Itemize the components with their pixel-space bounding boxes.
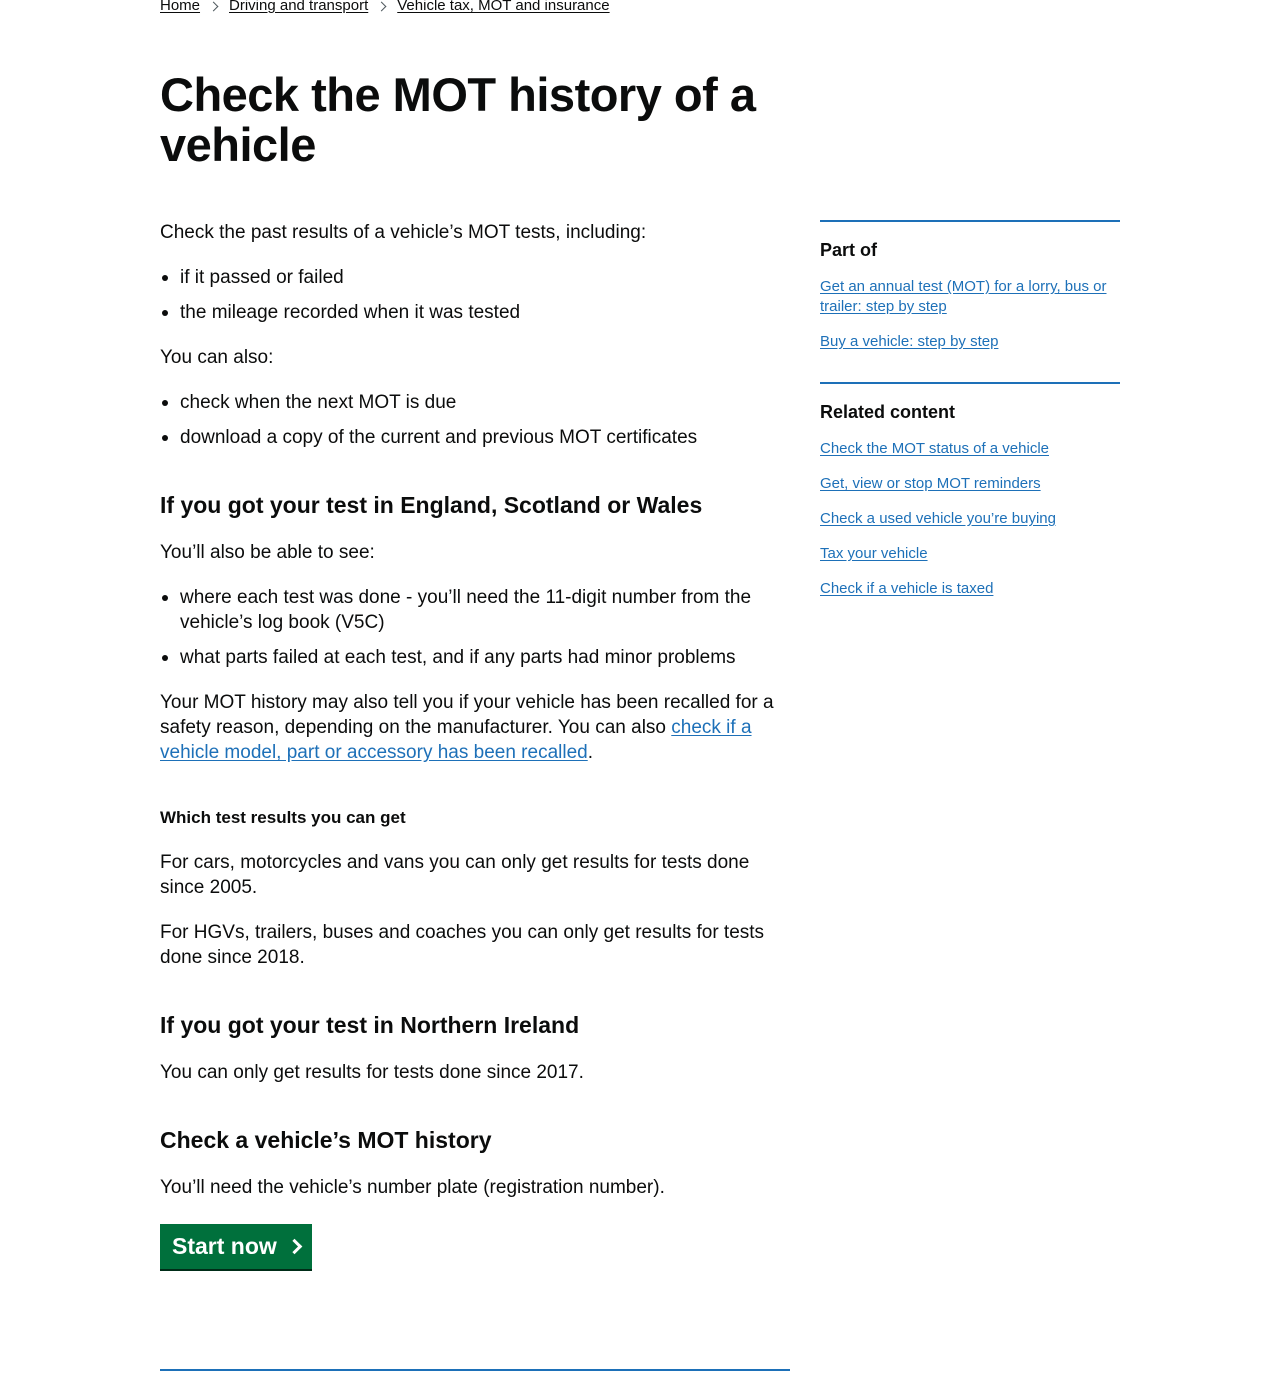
main-content (160, 220, 790, 1269)
start-now-button[interactable] (160, 1224, 312, 1269)
breadcrumb-driving-and-transport[interactable]: Driving and transport (229, 0, 369, 14)
list-item: download a copy of the current and previous MOT certificates (160, 425, 790, 450)
related-content-list (820, 439, 1120, 599)
part-of-heading: Part of (820, 240, 878, 260)
list-item: what parts failed at each test, and if any parts had minor problems (160, 645, 790, 670)
breadcrumb-vehicle-tax-mot-insurance[interactable]: Vehicle tax, MOT and insurance (397, 0, 610, 14)
chevron-right-icon (377, 1, 387, 11)
related-link-vehicle-taxed[interactable]: Check if a vehicle is taxed (820, 580, 994, 597)
list-item: check when the next MOT is due (160, 390, 790, 415)
results-cars: For cars, motorcycles and vans you can only get results for tests done since 2005. (160, 852, 750, 898)
intro-list (160, 265, 790, 325)
check-heading: Check a vehicle’s MOT history (160, 1127, 492, 1153)
chevron-right-icon (287, 1239, 303, 1255)
start-now-label: Start now (172, 1233, 277, 1259)
recall-link[interactable]: check if a vehicle model, part or accessory has been recalled (160, 717, 752, 763)
recall-text: Your MOT history may also tell you if your vehicle has been recalled for a safety reason, depending on the manufacturer. You can also (160, 692, 774, 738)
related-link-used-vehicle[interactable]: Check a used vehicle you’re buying (820, 510, 1056, 527)
list-item: the mileage recorded when it was tested (160, 300, 790, 325)
also-list (160, 390, 790, 450)
list-item: where each test was done - you’ll need the 11-digit number from the vehicle’s log book (V5C) (160, 585, 790, 635)
gb-heading: If you got your test in England, Scotland or Wales (160, 492, 703, 518)
breadcrumb (160, 0, 610, 16)
check-text: You’ll need the vehicle’s number plate (registration number). (160, 1177, 665, 1198)
results-hgv: For HGVs, trailers, buses and coaches you can only get results for tests done since 2018. (160, 922, 765, 968)
intro-text: Check the past results of a vehicle’s MOT tests, including: (160, 222, 647, 243)
related-content-section (820, 382, 1120, 614)
related-link-tax-vehicle[interactable]: Tax your vehicle (820, 545, 928, 562)
part-of-list (820, 277, 1120, 352)
recall-end: . (587, 742, 594, 763)
related-content-heading: Related content (820, 402, 956, 422)
breadcrumb-home[interactable]: Home (160, 0, 201, 14)
chevron-right-icon (209, 1, 219, 11)
related-link-mot-status[interactable]: Check the MOT status of a vehicle (820, 440, 1049, 457)
related-link-mot-reminders[interactable]: Get, view or stop MOT reminders (820, 475, 1041, 492)
ni-text: You can only get results for tests done since 2017. (160, 1062, 584, 1083)
ni-heading: If you got your test in Northern Ireland (160, 1012, 580, 1038)
part-of-section (820, 220, 1120, 367)
section-divider (160, 1369, 790, 1371)
part-of-link-lorry-mot[interactable]: Get an annual test (MOT) for a lorry, bus or trailer: step by step (820, 278, 1107, 315)
also-text: You can also: (160, 347, 274, 368)
page-title: Check the MOT history of a vehicle (160, 68, 756, 171)
recall-paragraph (160, 690, 790, 765)
list-item: if it passed or failed (160, 265, 790, 290)
part-of-link-buy-vehicle[interactable]: Buy a vehicle: step by step (820, 333, 999, 350)
gb-list (160, 585, 790, 670)
results-heading: Which test results you can get (160, 808, 406, 827)
gb-lead: You’ll also be able to see: (160, 542, 375, 563)
